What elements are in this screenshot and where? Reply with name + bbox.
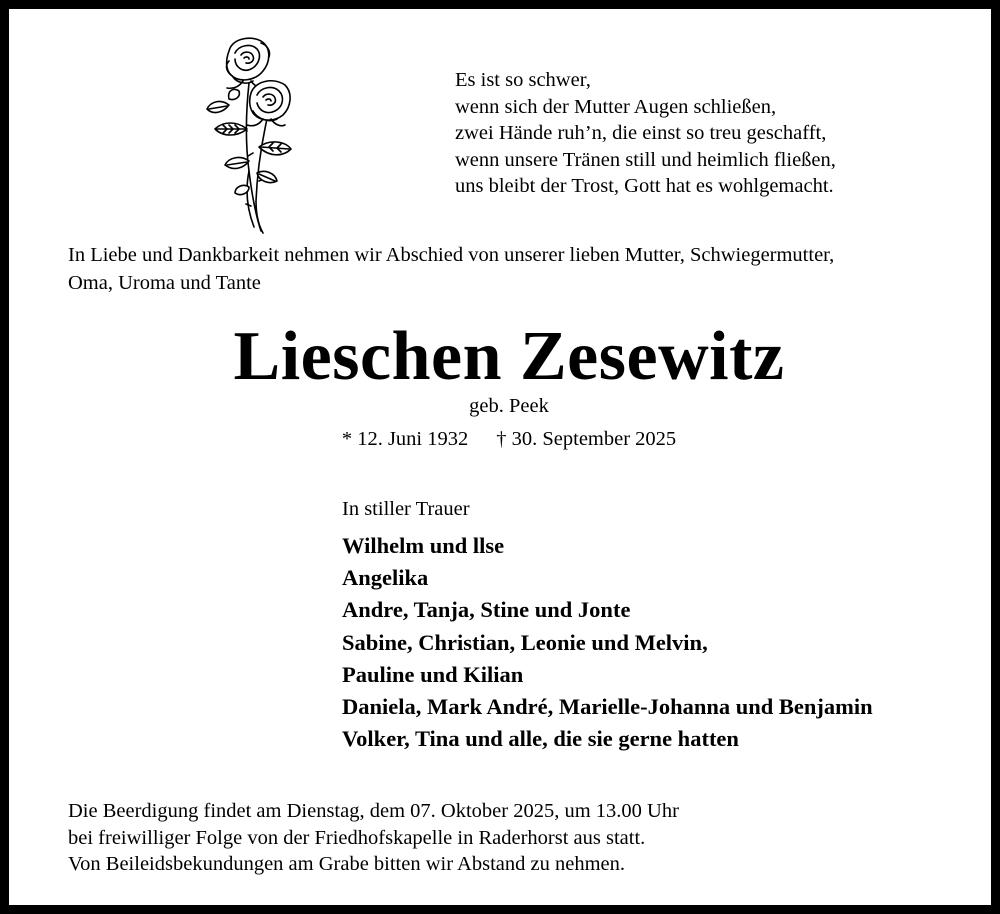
funeral-details (68, 798, 679, 878)
mourner-line: Sabine, Christian, Leonie und Melvin, (342, 629, 708, 655)
mourning-heading: In stiller Trauer (342, 498, 470, 520)
funeral-line: Die Beerdigung findet am Dienstag, dem 07. Oktober 2025, um 13.00 Uhr (68, 800, 679, 822)
funeral-line: Von Beileidsbekundungen am Grabe bitten wir Abstand zu nehmen. (68, 853, 625, 876)
farewell-intro (68, 241, 968, 297)
mourner-line: Angelika (342, 565, 429, 591)
mourner-line: Volker, Tina und alle, die sie gerne hatten (342, 726, 739, 752)
mourner-line: Daniela, Mark André, Marielle-Johanna und Benjamin (342, 694, 873, 720)
maiden-name: geb. Peek (469, 395, 549, 417)
mourner-line: Andre, Tanja, Stine und Jonte (342, 597, 631, 623)
death-date: † 30. September 2025 (496, 428, 677, 450)
poem-line: wenn unsere Tränen still und heimlich fließen, (455, 148, 836, 171)
poem-line: Es ist so schwer, (455, 69, 591, 91)
deceased-name: Lieschen Zesewitz (233, 318, 785, 395)
rose-icon (199, 31, 299, 236)
poem (455, 67, 836, 200)
mourner-line: Wilhelm und llse (342, 533, 505, 558)
mourners-list (342, 530, 873, 755)
poem-line: uns bleibt der Trost, Gott hat es wohlgemacht. (455, 175, 834, 198)
birth-date: * 12. Juni 1932 (341, 428, 469, 450)
poem-line: zwei Hände ruh’n, die einst so treu geschafft, (455, 122, 827, 145)
intro-line: In Liebe und Dankbarkeit nehmen wir Abschied von unserer lieben Mutter, Schwiegermutter, (68, 244, 835, 266)
mourner-line: Pauline und Kilian (342, 661, 524, 687)
intro-line: Oma, Uroma und Tante (68, 272, 261, 294)
poem-line: wenn sich der Mutter Augen schließen, (455, 95, 777, 118)
life-dates (9, 426, 1000, 452)
funeral-line: bei freiwilliger Folge von der Friedhofskapelle in Raderhorst aus statt. (68, 826, 646, 849)
